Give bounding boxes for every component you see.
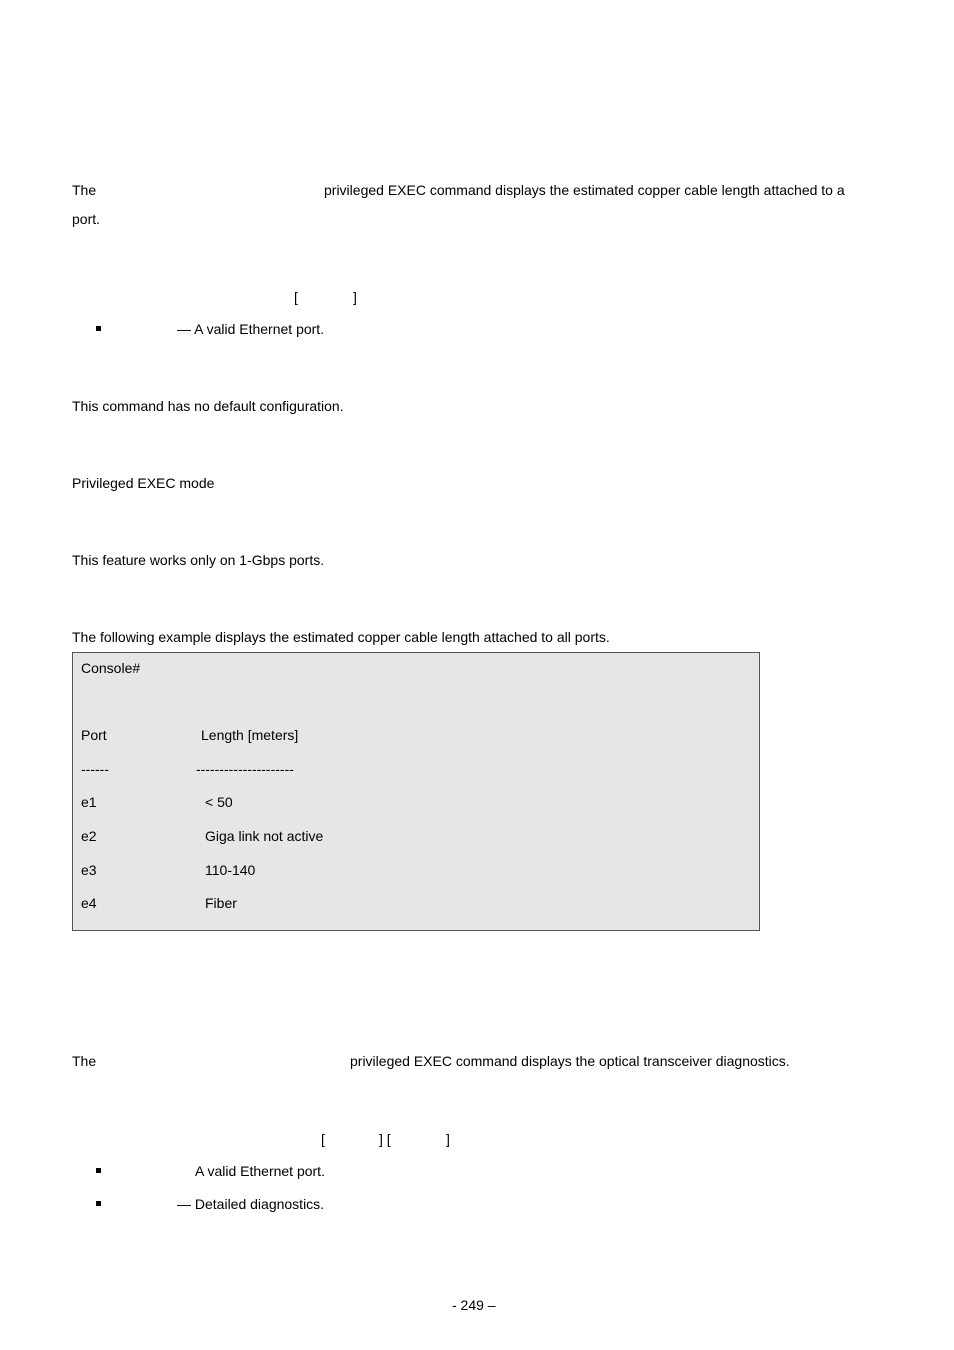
description-text: privileged EXEC command displays the estimated copper cable length attached to a [324,182,845,198]
default-configuration-text: This command has no default configuration. [72,398,344,414]
separator-port: ------ [81,761,109,777]
description-text-2: privileged EXEC command displays the optical transceiver diagnostics. [350,1053,790,1069]
row-length: Fiber [205,895,237,911]
row-length: < 50 [205,794,233,810]
row-port: e1 [81,794,97,810]
parameter-description: — A valid Ethernet port. [177,321,325,337]
bullet-icon [96,1168,101,1173]
syntax-bracket-close: ] [353,289,357,305]
example-description: The following example displays the estimated copper cable length attached to all ports. [72,629,610,645]
description-lead-2: The [72,1053,97,1069]
console-output-box [72,652,760,931]
row-port: e2 [81,828,97,844]
separator-length: --------------------- [196,761,294,777]
column-header-length: Length [meters] [201,727,299,743]
user-guidelines-text: This feature works only on 1-Gbps ports. [72,552,325,568]
column-header-port: Port [81,727,107,743]
bullet-icon [96,326,101,331]
syntax-bracket-middle: ] [ [379,1131,391,1147]
page-number: - 249 – [452,1297,496,1313]
command-mode-text: Privileged EXEC mode [72,475,215,491]
row-length: 110-140 [205,862,256,878]
parameter-description: A valid Ethernet port. [195,1163,325,1179]
parameter-description: — Detailed diagnostics. [177,1196,325,1212]
row-port: e3 [81,862,97,878]
row-port: e4 [81,895,97,911]
bullet-icon [96,1201,101,1206]
row-length: Giga link not active [205,828,324,844]
console-prompt: Console# [81,660,141,676]
description-continuation: port. [72,211,101,227]
description-lead: The [72,182,97,198]
syntax-bracket-open-2: [ [321,1131,325,1147]
syntax-bracket-open: [ [294,289,298,305]
syntax-bracket-close-2: ] [446,1131,450,1147]
